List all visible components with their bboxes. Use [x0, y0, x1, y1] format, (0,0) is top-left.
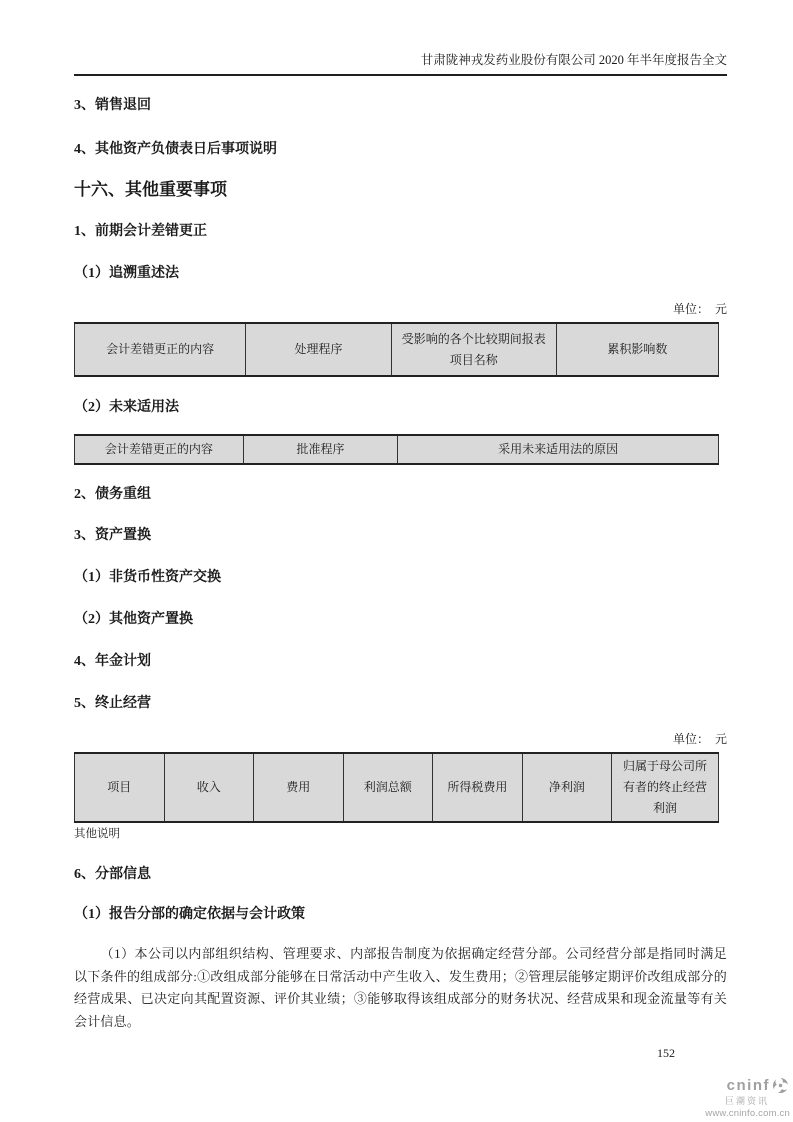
- heading-sales-return: 3、销售退回: [74, 98, 151, 113]
- heading-other-asset-replacement: （2）其他资产置换: [74, 612, 193, 627]
- col-prospective-reason: 采用未来适用法的原因: [398, 435, 719, 464]
- unit-label-retrospective: 单位： 元: [672, 302, 727, 316]
- col-approval-procedure: 批准程序: [243, 435, 398, 464]
- heading-annuity-plan: 4、年金计划: [74, 654, 151, 669]
- col-correction-content: 会计差错更正的内容: [75, 435, 244, 464]
- heading-asset-replacement: 3、资产置换: [74, 528, 151, 543]
- page-number: 152: [657, 1046, 675, 1060]
- heading-debt-restructuring: 2、债务重组: [74, 487, 151, 502]
- col-income-tax: 所得税费用: [433, 753, 523, 822]
- cninfo-swirl-icon: [771, 1076, 790, 1095]
- table-header-row: [75, 323, 719, 376]
- heading-retrospective-restatement: （1）追溯重述法: [74, 266, 179, 281]
- cninfo-chinese-name: 巨潮资讯: [724, 1096, 769, 1106]
- cninfo-logo-row: [705, 1076, 790, 1095]
- heading-other-balance-sheet-events: 4、其他资产负债表日后事项说明: [74, 142, 277, 157]
- discontinued-operations-table: [74, 752, 719, 823]
- col-total-profit: 利润总额: [343, 753, 433, 822]
- col-net-profit: 净利润: [522, 753, 612, 822]
- col-parent-discontinued-profit: 归属于母公司所有者的终止经营利润: [612, 753, 719, 822]
- col-expense: 费用: [254, 753, 344, 822]
- retrospective-restatement-table: [74, 322, 719, 377]
- heading-other-important-matters: 十六、其他重要事项: [74, 180, 227, 199]
- table-header-row: [75, 753, 719, 822]
- cninfo-wordmark: cninf: [726, 1077, 770, 1094]
- segment-basis-paragraph: （1）本公司以内部组织结构、管理要求、内部报告制度为依据确定经营分部。公司经营分部是指同时满足以下条件的组成部分:①改组成部分能够在日常活动中产生收入、发生费用；②管理层能够定期评价改组成部分的经营成果、已决定向其配置资源、评价其业绩；③能够取得该组成部分的财务状况、经营成果和现金流量等有关会计信息。: [74, 946, 727, 1029]
- col-processing-procedure: 处理程序: [246, 323, 392, 376]
- table-header-row: [75, 435, 719, 464]
- heading-discontinued-operations: 5、终止经营: [74, 696, 151, 711]
- heading-segment-basis: （1）报告分部的确定依据与会计政策: [74, 907, 305, 922]
- other-note-label: 其他说明: [74, 828, 120, 840]
- cninfo-url: www.cninfo.com.cn: [705, 1108, 790, 1119]
- document-header-title: 甘肃陇神戎发药业股份有限公司 2020 年半年度报告全文: [420, 53, 727, 67]
- col-affected-report-items: 受影响的各个比较期间报表项目名称: [391, 323, 556, 376]
- unit-label-discontinued: 单位： 元: [672, 732, 727, 746]
- col-revenue: 收入: [164, 753, 254, 822]
- document-header: [74, 0, 727, 76]
- heading-prior-period-error-correction: 1、前期会计差错更正: [74, 224, 207, 239]
- cninfo-logo: [705, 1076, 790, 1119]
- prospective-application-table: [74, 434, 719, 465]
- col-cumulative-impact: 累积影响数: [556, 323, 718, 376]
- heading-segment-information: 6、分部信息: [74, 867, 151, 882]
- col-correction-content: 会计差错更正的内容: [75, 323, 246, 376]
- col-item: 项目: [75, 753, 165, 822]
- heading-prospective-application: （2）未来适用法: [74, 400, 179, 415]
- heading-non-monetary-asset-exchange: （1）非货币性资产交换: [74, 570, 221, 585]
